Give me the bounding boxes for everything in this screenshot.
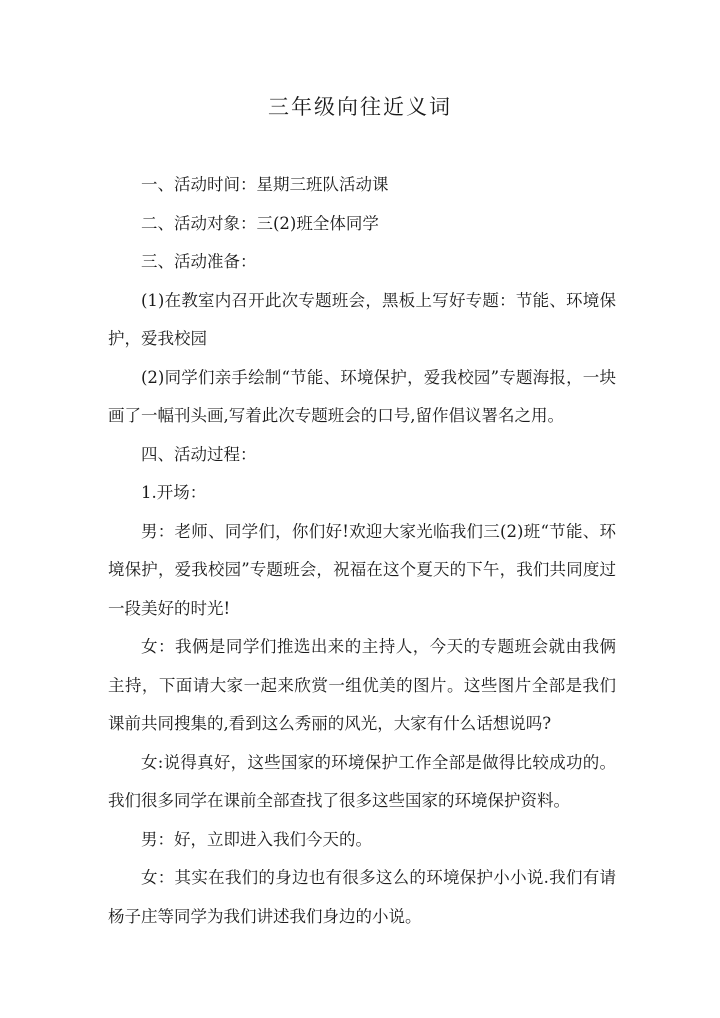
paragraph-activity-preparation: 三、活动准备：	[141, 252, 257, 271]
paragraph-preparation-1: (1)在教室内召开此次专题班会，黑板上写好专题：节能、环境保护，爱我校园	[108, 290, 616, 348]
paragraph-activity-time: 一、活动时间：星期三班队活动课	[141, 175, 389, 194]
paragraph-activity-target: 二、活动对象：三(2)班全体同学	[141, 213, 379, 233]
paragraph-opening: 1.开场：	[141, 483, 207, 502]
paragraph-preparation-2: (2)同学们亲手绘制“节能、环境保护，爱我校园”专题海报，一块画了一幅刊头画,写着此次专题班会的口号,留作倡议署名之用。	[108, 367, 616, 425]
paragraph-dialogue-female-1: 女：我俩是同学们推选出来的主持人，今天的专题班会就由我俩主持，下面请大家一起来欣赏一组优美的图片。这些图片全部是我们课前共同搜集的,看到这么秀丽的风光，大家有什么话想说吗?	[108, 637, 616, 733]
paragraph-activity-process: 四、活动过程：	[141, 444, 257, 464]
paragraph-dialogue-female-2: 女:说得真好，这些国家的环境保护工作全部是做得比较成功的。我们很多同学在课前全部查找了很多这些国家的环境保护资料。	[108, 752, 616, 810]
paragraph-dialogue-female-3: 女：其实在我们的身边也有很多这么的环境保护小小说.我们有请杨子庄等同学为我们讲述我们身边的小说。	[108, 868, 616, 926]
document-title: 三年级向往近义词	[268, 95, 452, 119]
document-body	[108, 166, 616, 936]
paragraph-dialogue-male-1: 男：老师、同学们，你们好!欢迎大家光临我们三(2)班“节能、环境保护，爱我校园”专题班会，祝福在这个夏天的下午，我们共同度过一段美好的时光!	[108, 521, 616, 618]
paragraph-dialogue-male-2: 男：好，立即进入我们今天的。	[141, 829, 372, 849]
